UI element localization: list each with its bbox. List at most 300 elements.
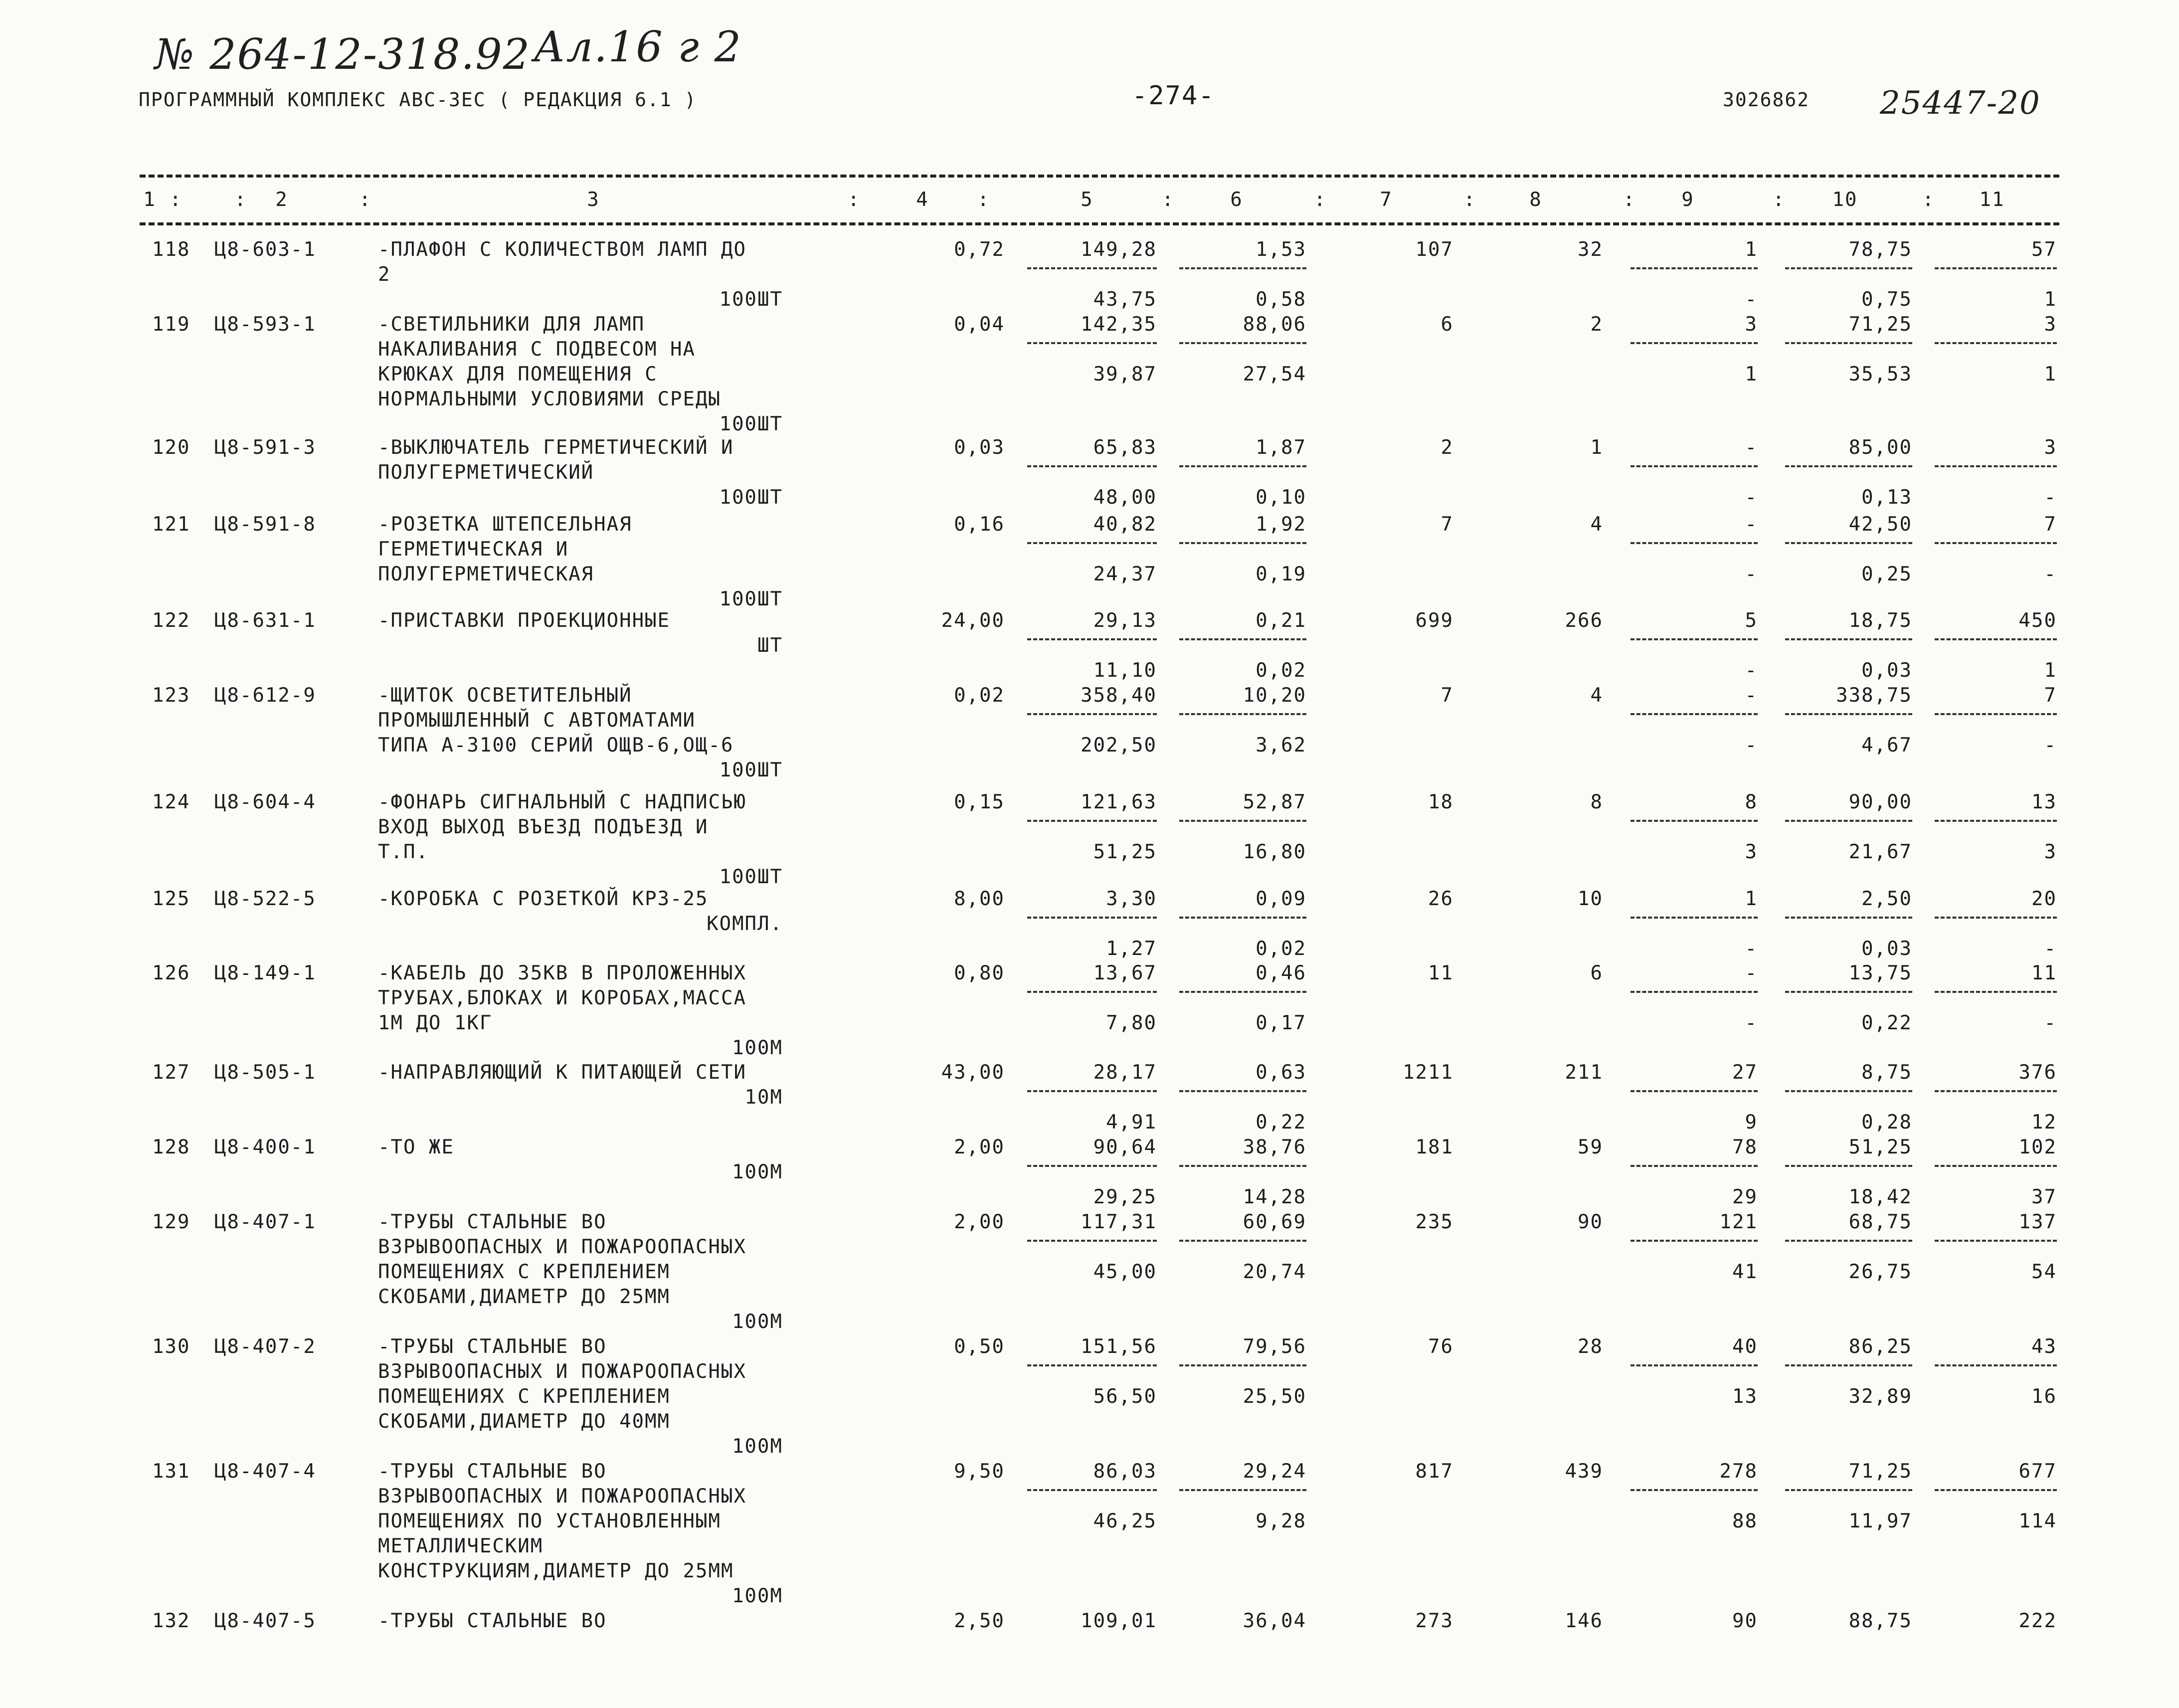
labor-machinists-per-unit: 32,89 — [1848, 1385, 1912, 1408]
norm-code: Ц8-591-3 — [214, 436, 316, 459]
unit-cost-machines: 29,24 — [1243, 1460, 1306, 1483]
unit-cost-total: 86,03 — [1093, 1460, 1157, 1483]
unit-wage: 1,27 — [1106, 938, 1157, 960]
subtotal-divider — [1631, 713, 1758, 715]
subtotal-divider — [1935, 1364, 2057, 1366]
header-bottom-rule — [140, 222, 2059, 225]
description-line: ПОМЕЩЕНИЯХ С КРЕПЛЕНИЕМ — [378, 1385, 671, 1408]
labor-machinists-total: 1 — [2044, 363, 2057, 385]
machine-cost: 27 — [1732, 1061, 1758, 1084]
subtotal-divider — [1785, 917, 1912, 919]
labor-total: 57 — [2031, 238, 2057, 261]
subtotal-divider — [1935, 991, 2057, 993]
subtotal-divider — [1027, 465, 1157, 467]
row-number: 129 — [152, 1211, 190, 1233]
description-line: -ТРУБЫ СТАЛЬНЫЕ ВО — [378, 1335, 607, 1358]
labor-per-unit: 90,00 — [1848, 791, 1912, 813]
machine-cost: 90 — [1732, 1610, 1758, 1632]
unit-cost-total: 13,67 — [1093, 962, 1157, 984]
total-cost: 6 — [1441, 313, 1453, 336]
norm-code: Ц8-407-2 — [214, 1335, 316, 1358]
subtotal-divider — [1179, 1364, 1306, 1366]
total-cost: 107 — [1415, 238, 1453, 261]
unit-cost-machines: 10,20 — [1243, 684, 1306, 707]
subtotal-divider — [1179, 917, 1306, 919]
total-cost: 7 — [1441, 513, 1453, 536]
labor-per-unit: 2,50 — [1861, 888, 1912, 910]
unit-cost-total: 121,63 — [1081, 791, 1157, 813]
labor-per-unit: 18,75 — [1848, 609, 1912, 632]
unit-machine-wage: 16,80 — [1243, 841, 1306, 863]
labor-machinists-per-unit: 0,75 — [1861, 288, 1912, 311]
subtotal-divider — [1785, 465, 1912, 467]
subtotal-divider — [1631, 465, 1758, 467]
description-line: ПОЛУГЕРМЕТИЧЕСКАЯ — [378, 563, 594, 585]
labor-machinists-total: - — [2044, 563, 2057, 585]
unit-machine-wage: 20,74 — [1243, 1261, 1306, 1283]
unit-cost-machines: 0,63 — [1256, 1061, 1306, 1084]
subtotal-divider — [1935, 713, 2057, 715]
unit-cost-total: 90,64 — [1093, 1136, 1157, 1158]
unit-cost-machines: 52,87 — [1243, 791, 1306, 813]
subtotal-divider — [1785, 638, 1912, 640]
total-wages: 4 — [1590, 684, 1603, 707]
total-cost: 235 — [1415, 1211, 1453, 1233]
row-number: 119 — [152, 313, 190, 336]
subtotal-divider — [1631, 542, 1758, 544]
quantity: 2,00 — [954, 1211, 1005, 1233]
norm-code: Ц8-407-4 — [214, 1460, 316, 1483]
unit-machine-wage: 0,19 — [1256, 563, 1306, 585]
unit-cost-total: 142,35 — [1081, 313, 1157, 336]
labor-machinists-total: 1 — [2044, 659, 2057, 682]
table-row — [0, 313, 2179, 436]
table-row — [0, 1335, 2179, 1460]
labor-machinists-per-unit: 11,97 — [1848, 1510, 1912, 1532]
handwritten-code: 25447-20 — [1880, 85, 2041, 122]
column-header-5: 5 — [1081, 189, 1093, 211]
subtotal-divider — [1785, 542, 1912, 544]
unit-of-measure: 100М — [732, 1435, 783, 1458]
labor-per-unit: 88,75 — [1848, 1610, 1912, 1632]
subtotal-divider — [1179, 638, 1306, 640]
subtotal-divider — [1179, 1240, 1306, 1242]
unit-of-measure: КОМПЛ. — [707, 913, 783, 935]
subtotal-divider — [1179, 267, 1306, 269]
description-line: Т.П. — [378, 841, 429, 863]
row-number: 132 — [152, 1610, 190, 1632]
quantity: 0,80 — [954, 962, 1005, 984]
labor-machinists-total: - — [2044, 1012, 2057, 1034]
total-wages: 32 — [1578, 238, 1603, 261]
total-wages: 90 — [1578, 1211, 1603, 1233]
unit-machine-wage: 0,02 — [1256, 938, 1306, 960]
norm-code: Ц8-612-9 — [214, 684, 316, 707]
labor-total: 11 — [2031, 962, 2057, 984]
subtotal-divider — [1631, 267, 1758, 269]
machine-wage: 1 — [1745, 363, 1758, 385]
subtotal-divider — [1631, 917, 1758, 919]
unit-machine-wage: 25,50 — [1243, 1385, 1306, 1408]
header-top-rule — [140, 175, 2059, 178]
subtotal-divider — [1935, 542, 2057, 544]
total-cost: 2 — [1441, 436, 1453, 459]
unit-machine-wage: 14,28 — [1243, 1186, 1306, 1208]
column-header-9: 9 — [1681, 189, 1694, 211]
table-row — [0, 888, 2179, 962]
unit-of-measure: 100М — [732, 1037, 783, 1059]
total-wages: 146 — [1565, 1610, 1603, 1632]
description-line: -ПРИСТАВКИ ПРОЕКЦИОННЫЕ — [378, 609, 671, 632]
labor-total: 376 — [2018, 1061, 2057, 1084]
unit-cost-machines: 1,92 — [1256, 513, 1306, 536]
unit-cost-total: 28,17 — [1093, 1061, 1157, 1084]
total-cost: 76 — [1428, 1335, 1453, 1358]
subtotal-divider — [1179, 1489, 1306, 1491]
table-row — [0, 436, 2179, 513]
labor-machinists-total: - — [2044, 734, 2057, 757]
description-line: 1М ДО 1КГ — [378, 1012, 493, 1034]
subtotal-divider — [1631, 1240, 1758, 1242]
unit-wage: 4,91 — [1106, 1111, 1157, 1134]
labor-per-unit: 51,25 — [1848, 1136, 1912, 1158]
norm-code: Ц8-400-1 — [214, 1136, 316, 1158]
description-line: НАКАЛИВАНИЯ С ПОДВЕСОМ НА — [378, 338, 696, 361]
subtotal-divider — [1027, 267, 1157, 269]
subtotal-divider — [1027, 542, 1157, 544]
unit-cost-machines: 0,21 — [1256, 609, 1306, 632]
machine-cost: - — [1745, 513, 1758, 536]
handwritten-doc-ref: № 264-12-318.92 — [155, 30, 531, 79]
machine-wage: 13 — [1732, 1385, 1758, 1408]
column-divider: : — [1463, 189, 1476, 211]
unit-of-measure: 100ШТ — [719, 866, 783, 888]
description-line: -ФОНАРЬ СИГНАЛЬНЫЙ С НАДПИСЬЮ — [378, 791, 746, 813]
description-line: -РОЗЕТКА ШТЕПСЕЛЬНАЯ — [378, 513, 632, 536]
unit-cost-machines: 88,06 — [1243, 313, 1306, 336]
subtotal-divider — [1027, 713, 1157, 715]
subtotal-divider — [1785, 991, 1912, 993]
description-line: ПОМЕЩЕНИЯХ С КРЕПЛЕНИЕМ — [378, 1261, 671, 1283]
machine-wage: - — [1745, 734, 1758, 757]
description-line: ПОМЕЩЕНИЯХ ПО УСТАНОВЛЕННЫМ — [378, 1510, 721, 1532]
machine-cost: 5 — [1745, 609, 1758, 632]
total-wages: 266 — [1565, 609, 1603, 632]
total-cost: 26 — [1428, 888, 1453, 910]
row-number: 130 — [152, 1335, 190, 1358]
unit-wage: 7,80 — [1106, 1012, 1157, 1034]
unit-cost-total: 117,31 — [1081, 1211, 1157, 1233]
labor-total: 13 — [2031, 791, 2057, 813]
description-line: -ТРУБЫ СТАЛЬНЫЕ ВО — [378, 1211, 607, 1233]
subtotal-divider — [1027, 1165, 1157, 1167]
total-wages: 8 — [1590, 791, 1603, 813]
machine-cost: 40 — [1732, 1335, 1758, 1358]
subtotal-divider — [1027, 820, 1157, 822]
row-number: 122 — [152, 609, 190, 632]
description-line: -ТРУБЫ СТАЛЬНЫЕ ВО — [378, 1460, 607, 1483]
machine-cost: 1 — [1745, 238, 1758, 261]
labor-machinists-per-unit: 0,22 — [1861, 1012, 1912, 1034]
labor-total: 677 — [2018, 1460, 2057, 1483]
quantity: 2,50 — [954, 1610, 1005, 1632]
table-row — [0, 1061, 2179, 1136]
description-line: ВЗРЫВООПАСНЫХ И ПОЖАРООПАСНЫХ — [378, 1236, 746, 1258]
description-line: -КАБЕЛЬ ДО 35КВ В ПРОЛОЖЕННЫХ — [378, 962, 746, 984]
description-line: ВЗРЫВООПАСНЫХ И ПОЖАРООПАСНЫХ — [378, 1360, 746, 1383]
machine-cost: 8 — [1745, 791, 1758, 813]
column-divider: : — [1314, 189, 1327, 211]
column-header-2: 2 — [275, 189, 288, 211]
description-line: -КОРОБКА С РОЗЕТКОЙ КРЗ-25 — [378, 888, 709, 910]
subtotal-divider — [1631, 1090, 1758, 1092]
labor-per-unit: 8,75 — [1861, 1061, 1912, 1084]
machine-wage: 41 — [1732, 1261, 1758, 1283]
total-wages: 28 — [1578, 1335, 1603, 1358]
column-divider: : — [848, 189, 861, 211]
unit-wage: 46,25 — [1093, 1510, 1157, 1532]
total-wages: 6 — [1590, 962, 1603, 984]
unit-cost-total: 65,83 — [1093, 436, 1157, 459]
column-divider: : — [1623, 189, 1636, 211]
quantity: 0,50 — [954, 1335, 1005, 1358]
subtotal-divider — [1935, 638, 2057, 640]
quantity: 24,00 — [941, 609, 1005, 632]
subtotal-divider — [1179, 991, 1306, 993]
column-header-10: 10 — [1832, 189, 1858, 211]
table-row — [0, 238, 2179, 313]
labor-total: 450 — [2018, 609, 2057, 632]
quantity: 0,15 — [954, 791, 1005, 813]
subtotal-divider — [1935, 917, 2057, 919]
unit-cost-machines: 36,04 — [1243, 1610, 1306, 1632]
subtotal-divider — [1785, 820, 1912, 822]
row-number: 128 — [152, 1136, 190, 1158]
subtotal-divider — [1179, 820, 1306, 822]
labor-per-unit: 42,50 — [1848, 513, 1912, 536]
unit-machine-wage: 27,54 — [1243, 363, 1306, 385]
column-divider: : — [234, 189, 247, 211]
subtotal-divider — [1785, 1489, 1912, 1491]
norm-code: Ц8-407-5 — [214, 1610, 316, 1632]
labor-per-unit: 71,25 — [1848, 313, 1912, 336]
subtotal-divider — [1935, 1240, 2057, 1242]
machine-cost: 78 — [1732, 1136, 1758, 1158]
subtotal-divider — [1935, 267, 2057, 269]
unit-machine-wage: 0,58 — [1256, 288, 1306, 311]
total-cost: 181 — [1415, 1136, 1453, 1158]
norm-code: Ц8-407-1 — [214, 1211, 316, 1233]
description-line: 2 — [378, 263, 391, 286]
unit-cost-total: 149,28 — [1081, 238, 1157, 261]
total-cost: 817 — [1415, 1460, 1453, 1483]
total-wages: 1 — [1590, 436, 1603, 459]
subtotal-divider — [1027, 1240, 1157, 1242]
quantity: 8,00 — [954, 888, 1005, 910]
labor-machinists-per-unit: 0,03 — [1861, 938, 1912, 960]
norm-code: Ц8-604-4 — [214, 791, 316, 813]
subtotal-divider — [1179, 1165, 1306, 1167]
subtotal-divider — [1935, 1090, 2057, 1092]
unit-of-measure: 100М — [732, 1161, 783, 1183]
subtotal-divider — [1631, 991, 1758, 993]
labor-machinists-total: 3 — [2044, 841, 2057, 863]
unit-wage: 48,00 — [1093, 486, 1157, 509]
description-line: КРЮКАХ ДЛЯ ПОМЕЩЕНИЯ С — [378, 363, 658, 385]
description-line: -ВЫКЛЮЧАТЕЛЬ ГЕРМЕТИЧЕСКИЙ И — [378, 436, 734, 459]
subtotal-divider — [1179, 1090, 1306, 1092]
row-number: 120 — [152, 436, 190, 459]
subtotal-divider — [1027, 917, 1157, 919]
subtotal-divider — [1785, 713, 1912, 715]
description-line: ВЗРЫВООПАСНЫХ И ПОЖАРООПАСНЫХ — [378, 1485, 746, 1508]
unit-wage: 11,10 — [1093, 659, 1157, 682]
machine-cost: 121 — [1719, 1211, 1758, 1233]
total-wages: 4 — [1590, 513, 1603, 536]
labor-total: 3 — [2044, 436, 2057, 459]
labor-per-unit: 71,25 — [1848, 1460, 1912, 1483]
labor-machinists-per-unit: 26,75 — [1848, 1261, 1912, 1283]
unit-wage: 29,25 — [1093, 1186, 1157, 1208]
unit-wage: 51,25 — [1093, 841, 1157, 863]
subtotal-divider — [1631, 820, 1758, 822]
subtotal-divider — [1785, 267, 1912, 269]
labor-machinists-total: 37 — [2031, 1186, 2057, 1208]
norm-code: Ц8-522-5 — [214, 888, 316, 910]
description-line: -НАПРАВЛЯЮЩИЙ К ПИТАЮЩЕЙ СЕТИ — [378, 1061, 746, 1084]
unit-cost-machines: 79,56 — [1243, 1335, 1306, 1358]
unit-cost-machines: 60,69 — [1243, 1211, 1306, 1233]
column-divider: : — [1162, 189, 1175, 211]
unit-cost-total: 29,13 — [1093, 609, 1157, 632]
table-row — [0, 1460, 2179, 1610]
quantity: 0,72 — [954, 238, 1005, 261]
total-wages: 439 — [1565, 1460, 1603, 1483]
labor-per-unit: 86,25 — [1848, 1335, 1912, 1358]
row-number: 124 — [152, 791, 190, 813]
column-divider: : — [1773, 189, 1786, 211]
subtotal-divider — [1785, 1364, 1912, 1366]
subtotal-divider — [1631, 1165, 1758, 1167]
row-number: 131 — [152, 1460, 190, 1483]
unit-wage: 56,50 — [1093, 1385, 1157, 1408]
column-header-6: 6 — [1230, 189, 1243, 211]
table-row — [0, 609, 2179, 684]
program-title: ПРОГРАММНЫЙ КОМПЛЕКС АВС-3ЕС ( РЕДАКЦИЯ 6.1 ) — [139, 89, 697, 111]
page-number: -274- — [1132, 81, 1215, 111]
handwritten-album: Ал.16 г 2 — [534, 22, 742, 71]
row-number: 126 — [152, 962, 190, 984]
labor-total: 7 — [2044, 513, 2057, 536]
description-line: ВХОД ВЫХОД ВЪЕЗД ПОДЪЕЗД И — [378, 816, 709, 838]
labor-machinists-per-unit: 4,67 — [1861, 734, 1912, 757]
subtotal-divider — [1027, 638, 1157, 640]
labor-per-unit: 338,75 — [1836, 684, 1912, 707]
unit-of-measure: 100ШТ — [719, 588, 783, 610]
column-divider: : — [977, 189, 990, 211]
subtotal-divider — [1631, 342, 1758, 344]
column-divider: : — [1922, 189, 1935, 211]
labor-machinists-per-unit: 35,53 — [1848, 363, 1912, 385]
description-line: ГЕРМЕТИЧЕСКАЯ И — [378, 538, 569, 561]
labor-machinists-per-unit: 21,67 — [1848, 841, 1912, 863]
unit-wage: 202,50 — [1081, 734, 1157, 757]
machine-wage: - — [1745, 486, 1758, 509]
total-wages: 10 — [1578, 888, 1603, 910]
unit-cost-machines: 0,09 — [1256, 888, 1306, 910]
description-line: КОНСТРУКЦИЯМ,ДИАМЕТР ДО 25ММ — [378, 1560, 734, 1582]
description-line: -СВЕТИЛЬНИКИ ДЛЯ ЛАМП — [378, 313, 645, 336]
unit-cost-machines: 0,46 — [1256, 962, 1306, 984]
unit-machine-wage: 0,10 — [1256, 486, 1306, 509]
quantity: 0,03 — [954, 436, 1005, 459]
subtotal-divider — [1027, 1489, 1157, 1491]
column-header-1: 1 — [143, 189, 156, 211]
labor-machinists-per-unit: 18,42 — [1848, 1186, 1912, 1208]
unit-cost-machines: 1,87 — [1256, 436, 1306, 459]
unit-cost-total: 109,01 — [1081, 1610, 1157, 1632]
description-line: ПРОМЫШЛЕННЫЙ С АВТОМАТАМИ — [378, 709, 696, 732]
total-cost: 699 — [1415, 609, 1453, 632]
labor-machinists-per-unit: 0,28 — [1861, 1111, 1912, 1134]
norm-code: Ц8-603-1 — [214, 238, 316, 261]
labor-machinists-total: 16 — [2031, 1385, 2057, 1408]
subtotal-divider — [1179, 465, 1306, 467]
machine-cost: - — [1745, 962, 1758, 984]
unit-wage: 39,87 — [1093, 363, 1157, 385]
table-row — [0, 1610, 2179, 1708]
unit-of-measure: 100М — [732, 1585, 783, 1607]
unit-wage: 45,00 — [1093, 1261, 1157, 1283]
quantity: 9,50 — [954, 1460, 1005, 1483]
subtotal-divider — [1631, 1489, 1758, 1491]
total-cost: 1211 — [1403, 1061, 1453, 1084]
row-number: 127 — [152, 1061, 190, 1084]
machine-wage: 3 — [1745, 841, 1758, 863]
machine-wage: 29 — [1732, 1186, 1758, 1208]
labor-machinists-per-unit: 0,25 — [1861, 563, 1912, 585]
total-cost: 11 — [1428, 962, 1453, 984]
labor-per-unit: 78,75 — [1848, 238, 1912, 261]
column-divider: : — [170, 189, 182, 211]
norm-code: Ц8-591-8 — [214, 513, 316, 536]
unit-of-measure: 100ШТ — [719, 759, 783, 781]
subtotal-divider — [1179, 542, 1306, 544]
total-cost: 273 — [1415, 1610, 1453, 1632]
unit-of-measure: ШТ — [757, 634, 783, 657]
quantity: 2,00 — [954, 1136, 1005, 1158]
quantity: 0,02 — [954, 684, 1005, 707]
column-divider: : — [359, 189, 372, 211]
subtotal-divider — [1935, 465, 2057, 467]
description-line: СКОБАМИ,ДИАМЕТР ДО 25ММ — [378, 1286, 671, 1308]
subtotal-divider — [1785, 342, 1912, 344]
machine-cost: 1 — [1745, 888, 1758, 910]
labor-machinists-per-unit: 0,03 — [1861, 659, 1912, 682]
unit-of-measure: 100М — [732, 1311, 783, 1333]
unit-wage: 43,75 — [1093, 288, 1157, 311]
machine-wage: - — [1745, 938, 1758, 960]
row-number: 118 — [152, 238, 190, 261]
unit-machine-wage: 9,28 — [1256, 1510, 1306, 1532]
total-wages: 211 — [1565, 1061, 1603, 1084]
labor-total: 3 — [2044, 313, 2057, 336]
description-line: -ТРУБЫ СТАЛЬНЫЕ ВО — [378, 1610, 607, 1632]
machine-cost: - — [1745, 684, 1758, 707]
column-header-7: 7 — [1380, 189, 1393, 211]
labor-machinists-total: 114 — [2018, 1510, 2057, 1532]
unit-cost-total: 358,40 — [1081, 684, 1157, 707]
